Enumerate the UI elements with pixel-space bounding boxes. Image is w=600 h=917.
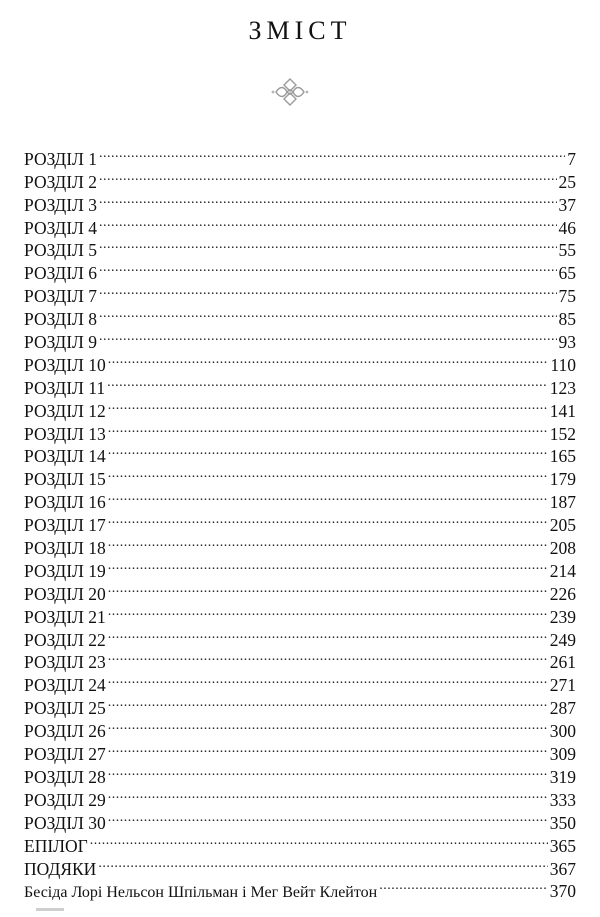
toc-entry-page-number: 141 xyxy=(549,400,576,421)
toc-entry-title: РОЗДІЛ 7 xyxy=(24,286,98,307)
toc-entry xyxy=(24,806,576,833)
toc-entry-page-number: 367 xyxy=(549,858,576,879)
dot-leader xyxy=(108,531,548,554)
dot-leader xyxy=(107,371,548,394)
toc-entry xyxy=(24,394,576,421)
toc-entry-page-number: 309 xyxy=(549,744,576,765)
toc-entry-page-number: 214 xyxy=(549,560,576,581)
toc-entry-page-number: 208 xyxy=(549,538,576,559)
toc-entry xyxy=(24,852,576,879)
toc-entry-title: РОЗДІЛ 8 xyxy=(24,309,98,330)
toc-entry-title: РОЗДІЛ 9 xyxy=(24,332,98,353)
dot-leader xyxy=(99,211,556,234)
toc-entry xyxy=(24,875,576,902)
toc-entry-page-number: 123 xyxy=(549,377,576,398)
toc-entry-page-number: 46 xyxy=(558,217,576,238)
dot-leader xyxy=(108,668,548,691)
toc-entry xyxy=(24,600,576,627)
toc-entry-page-number: 350 xyxy=(549,812,576,833)
toc-entry-page-number: 165 xyxy=(549,446,576,467)
toc-entry xyxy=(24,417,576,444)
toc-entry-title: РОЗДІЛ 10 xyxy=(24,354,106,375)
toc-entry xyxy=(24,783,576,810)
page-title: ЗМІСТ xyxy=(248,16,352,45)
toc-entry-title: РОЗДІЛ 18 xyxy=(24,538,106,559)
toc-entry-page-number: 239 xyxy=(549,606,576,627)
toc-entry-page-number: 25 xyxy=(558,171,576,192)
dot-leader xyxy=(108,760,548,783)
toc-entry xyxy=(24,554,576,581)
toc-entry-title: РОЗДІЛ 20 xyxy=(24,583,106,604)
toc-entry xyxy=(24,165,576,192)
dot-leader xyxy=(108,440,548,463)
toc-entry-title: РОЗДІЛ 29 xyxy=(24,789,106,810)
dot-leader xyxy=(99,165,556,188)
toc-entry xyxy=(24,485,576,513)
toc-entry-page-number: 7 xyxy=(567,148,576,169)
toc-entry xyxy=(24,279,576,307)
dot-leader xyxy=(108,348,549,371)
table-of-contents xyxy=(24,142,576,902)
toc-entry xyxy=(24,440,576,467)
dot-leader xyxy=(108,577,548,600)
toc-entry xyxy=(24,668,576,696)
toc-entry-page-number: 333 xyxy=(549,789,576,810)
dot-leader xyxy=(99,302,556,325)
toc-entry xyxy=(24,302,576,330)
toc-entry-page-number: 152 xyxy=(549,423,576,444)
toc-entry xyxy=(24,714,576,742)
toc-entry-title: РОЗДІЛ 16 xyxy=(24,492,106,513)
toc-entry xyxy=(24,256,576,284)
toc-entry-title: РОЗДІЛ 30 xyxy=(24,812,106,833)
toc-entry xyxy=(24,577,576,604)
toc-entry xyxy=(24,829,576,856)
toc-entry xyxy=(24,142,576,169)
toc-entry-page-number: 110 xyxy=(550,354,576,375)
dot-leader xyxy=(99,188,556,211)
toc-entry-page-number: 65 xyxy=(558,263,576,284)
dot-leader xyxy=(108,417,548,440)
toc-entry-page-number: 249 xyxy=(549,629,576,650)
toc-entry-title: РОЗДІЛ 1 xyxy=(24,148,98,169)
toc-entry-title: РОЗДІЛ 19 xyxy=(24,560,106,581)
toc-entry-page-number: 85 xyxy=(558,309,576,330)
dot-leader xyxy=(99,142,565,165)
toc-entry xyxy=(24,325,576,353)
toc-entry-page-number: 55 xyxy=(558,240,576,261)
toc-entry-title: РОЗДІЛ 28 xyxy=(24,766,106,787)
dot-leader xyxy=(108,737,548,760)
dot-leader xyxy=(108,691,548,714)
toc-entry xyxy=(24,760,576,787)
toc-entry-title: Бесіда Лорі Нельсон Шпільман і Мег Вейт Клейтон xyxy=(24,884,378,902)
dot-leader xyxy=(108,600,548,623)
toc-entry-page-number: 370 xyxy=(549,881,576,902)
toc-entry-page-number: 271 xyxy=(549,675,576,696)
toc-entry-title: РОЗДІЛ 15 xyxy=(24,469,106,490)
toc-entry-title: РОЗДІЛ 6 xyxy=(24,263,98,284)
toc-entry xyxy=(24,531,576,559)
toc-entry-page-number: 75 xyxy=(558,286,576,307)
toc-entry-title: РОЗДІЛ 21 xyxy=(24,606,106,627)
toc-entry-title: РОЗДІЛ 3 xyxy=(24,194,98,215)
dot-leader xyxy=(108,554,548,577)
toc-entry-page-number: 205 xyxy=(549,515,576,536)
toc-entry-title: РОЗДІЛ 2 xyxy=(24,171,98,192)
toc-entry-title: РОЗДІЛ 17 xyxy=(24,515,106,536)
toc-entry-title: РОЗДІЛ 14 xyxy=(24,446,106,467)
toc-entry-page-number: 365 xyxy=(549,835,576,856)
toc-entry-title: РОЗДІЛ 5 xyxy=(24,240,98,261)
toc-entry-title: РОЗДІЛ 24 xyxy=(24,675,106,696)
toc-entry-page-number: 187 xyxy=(549,492,576,513)
toc-entry-title: РОЗДІЛ 25 xyxy=(24,698,106,719)
dot-leader xyxy=(108,806,548,829)
toc-entry xyxy=(24,371,576,398)
toc-entry-page-number: 37 xyxy=(558,194,576,215)
dot-leader xyxy=(99,234,556,257)
toc-entry-title: ПОДЯКИ xyxy=(24,858,97,879)
toc-entry xyxy=(24,188,576,215)
dot-leader xyxy=(108,462,548,485)
dot-leader xyxy=(108,714,548,737)
toc-entry-title: РОЗДІЛ 11 xyxy=(24,377,106,398)
toc-entry xyxy=(24,462,576,490)
dot-leader xyxy=(99,256,556,279)
toc-entry-page-number: 300 xyxy=(549,721,576,742)
toc-entry-page-number: 179 xyxy=(549,469,576,490)
dot-leader xyxy=(90,829,548,852)
toc-entry-title: РОЗДІЛ 22 xyxy=(24,629,106,650)
toc-entry xyxy=(24,737,576,765)
dot-leader xyxy=(108,646,548,669)
dot-leader xyxy=(108,623,548,646)
dot-leader xyxy=(108,394,548,417)
toc-entry-page-number: 93 xyxy=(558,332,576,353)
ornament-icon xyxy=(270,76,310,108)
toc-entry-title: РОЗДІЛ 23 xyxy=(24,652,106,673)
toc-entry-title: РОЗДІЛ 12 xyxy=(24,400,106,421)
toc-entry-page-number: 319 xyxy=(549,766,576,787)
toc-entry-title: ЕПІЛОГ xyxy=(24,835,88,856)
toc-entry-page-number: 261 xyxy=(549,652,576,673)
toc-entry xyxy=(24,508,576,536)
dot-leader xyxy=(98,852,547,875)
toc-entry-title: РОЗДІЛ 13 xyxy=(24,423,106,444)
toc-entry xyxy=(24,623,576,650)
toc-entry xyxy=(24,211,576,238)
toc-entry-title: РОЗДІЛ 26 xyxy=(24,721,106,742)
toc-entry-page-number: 226 xyxy=(549,583,576,604)
toc-entry-title: РОЗДІЛ 4 xyxy=(24,217,98,238)
dot-leader xyxy=(108,485,548,508)
dot-leader xyxy=(108,783,548,806)
toc-entry-page-number: 287 xyxy=(549,698,576,719)
toc-entry xyxy=(24,234,576,261)
toc-entry xyxy=(24,691,576,719)
toc-entry xyxy=(24,646,576,673)
dot-leader xyxy=(99,325,556,348)
dot-leader xyxy=(108,508,548,531)
page-edge-mark xyxy=(36,908,64,911)
dot-leader xyxy=(379,875,548,898)
toc-entry xyxy=(24,348,576,375)
dot-leader xyxy=(99,279,556,302)
toc-entry-title: РОЗДІЛ 27 xyxy=(24,744,106,765)
